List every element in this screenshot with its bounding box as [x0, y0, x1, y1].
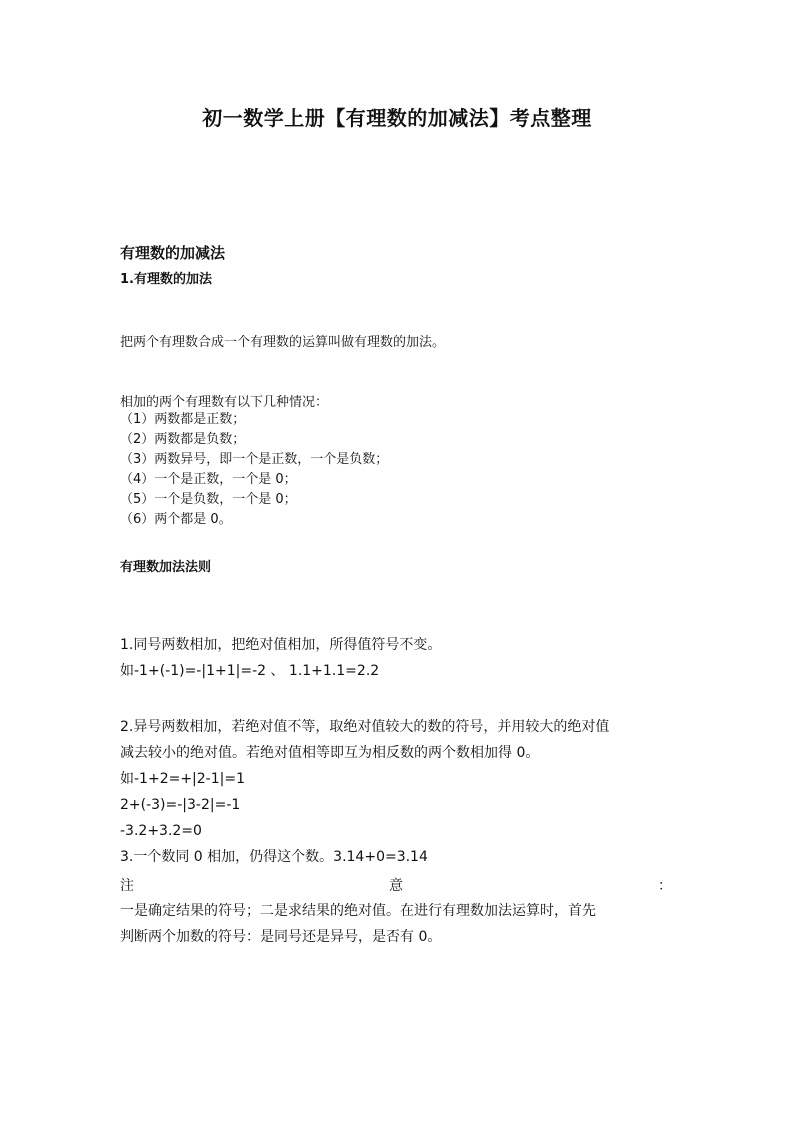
case-item: （1）两数都是正数；: [120, 412, 246, 427]
rule-2-example: -3.2+3.2=0: [120, 823, 202, 839]
note-label-part: ：: [658, 878, 672, 894]
rule-2-example: 如-1+2=+|2-1|=1: [120, 771, 245, 787]
note-label-part: 意: [389, 878, 403, 894]
case-item: （4）一个是正数，一个是 0；: [120, 472, 297, 487]
rule-3: 3.一个数同 0 相加，仍得这个数。3.14+0=3.14: [120, 849, 428, 865]
note-line-2: 判断两个加数的符号：是同号还是异号，是否有 0。: [120, 929, 442, 945]
rule-2-line-2: 减去较小的绝对值。若绝对值相等即互为相反数的两个数相加得 0。: [120, 745, 540, 761]
section-heading: 有理数的加减法: [120, 244, 226, 262]
subsection-heading: 1.有理数的加法: [120, 272, 212, 287]
rule-1: 1.同号两数相加，把绝对值相加，所得值符号不变。: [120, 637, 442, 653]
page-title: 初一数学上册【有理数的加减法】考点整理: [202, 106, 592, 130]
cases-intro: 相加的两个有理数有以下几种情况：: [120, 395, 329, 410]
case-item: （2）两数都是负数；: [120, 432, 246, 447]
note-label-part: 注: [120, 878, 134, 894]
rule-1-example: 如-1+(-1)=-|1+1|=-2 、 1.1+1.1=2.2: [120, 663, 380, 679]
rule-2-example: 2+(-3)=-|3-2|=-1: [120, 797, 241, 813]
note-label-row: [120, 873, 672, 899]
case-item: （3）两数异号，即一个是正数，一个是负数；: [120, 452, 389, 467]
rule-2-line-1: 2.异号两数相加，若绝对值不等，取绝对值较大的数的符号，并用较大的绝对值: [120, 719, 610, 735]
rules-heading: 有理数加法法则: [120, 560, 212, 575]
case-item: （5）一个是负数，一个是 0；: [120, 492, 297, 507]
definition-paragraph: 把两个有理数合成一个有理数的运算叫做有理数的加法。: [120, 335, 446, 350]
note-line-1: 一是确定结果的符号；二是求结果的绝对值。在进行有理数加法运算时，首先: [120, 903, 596, 919]
case-item: （6）两个都是 0。: [120, 512, 232, 527]
